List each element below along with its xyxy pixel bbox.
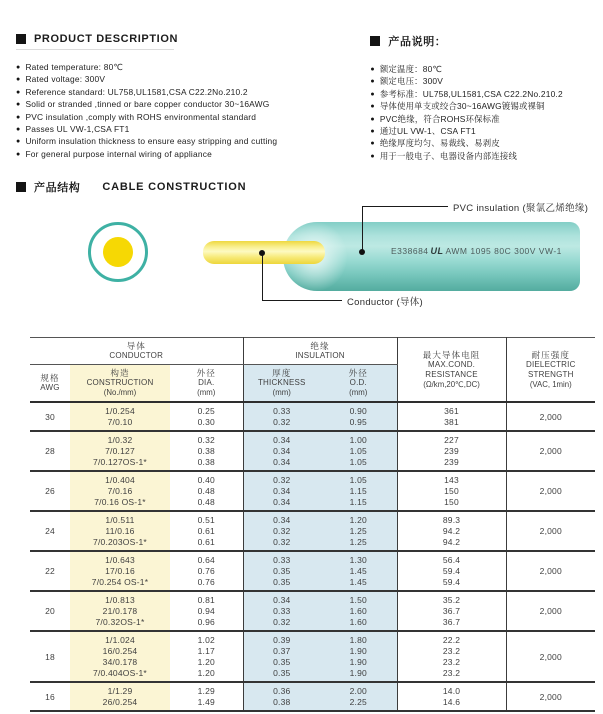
spec-cell: 0.34 0.32 0.32: [243, 511, 320, 551]
resistance-header-en2: RESISTANCE: [425, 369, 478, 379]
spec-cell: 0.25 0.30: [170, 402, 243, 431]
awg-header: [30, 365, 70, 403]
spec-cell: 1/0.813 21/0.178 7/0.32OS-1*: [70, 591, 170, 631]
cable-marking-text: [391, 246, 562, 256]
spec-cell: 227 239 239: [397, 431, 506, 471]
spec-cell: 22: [45, 566, 55, 576]
spec-cell: 0.39 0.37 0.35 0.35: [243, 631, 320, 682]
dia-header: [170, 365, 243, 403]
spec-cell: 0.64 0.76 0.76: [170, 551, 243, 591]
resistance-header-en1: MAX.COND.: [427, 359, 476, 369]
bullet-text: 用于一般电子、电器设备内部连接线: [379, 150, 518, 161]
resistance-header: [397, 338, 506, 403]
dia-header-en: DIA.: [198, 378, 215, 387]
product-description-list: [16, 62, 364, 161]
spec-cell: 28: [45, 446, 55, 456]
spec-cell: 35.2 36.7 36.7: [397, 591, 506, 631]
product-description-heading: [16, 33, 364, 45]
construction-header-cn: 构造: [110, 368, 130, 378]
bullet-icon: ●: [370, 66, 375, 73]
bullet-icon: ●: [370, 152, 375, 160]
spec-cell: 0.33 0.35 0.35: [243, 551, 320, 591]
conductor-label: Conductor (导体): [347, 297, 423, 308]
spec-cell: 18: [45, 651, 55, 662]
bullet-text: Solid or stranded ,tinned or bare copper conductor 30~16AWG: [25, 99, 270, 110]
bullet-icon: ●: [370, 128, 375, 136]
bullet-text: Rated temperature: 80℃: [25, 62, 124, 72]
construction-header-unit: (No./mm): [103, 388, 137, 397]
spec-cell: 361 381: [397, 402, 506, 431]
marking-rating: AWM 1095 80C 300V VW-1: [445, 246, 562, 256]
spec-row-awg-26: [30, 471, 595, 511]
construction-title-en: CABLE CONSTRUCTION: [102, 181, 247, 193]
marking-e-number: E338684: [391, 246, 429, 256]
thickness-header: [243, 365, 320, 403]
bullet-text: 额定电压：300V: [379, 76, 444, 87]
spec-table: [30, 337, 595, 712]
bullet-icon: ●: [16, 64, 21, 71]
product-description-cn-title: 产品说明：: [388, 36, 447, 48]
spec-row-awg-22: [30, 551, 595, 591]
bullet-icon: ●: [16, 88, 21, 96]
conductor-leader-dot: [259, 250, 265, 256]
spec-cell: 26: [45, 486, 55, 496]
construction-header-en: CONSTRUCTION: [86, 378, 154, 387]
description-section: [0, 33, 603, 163]
spec-cell: 1/0.254 7/0.10: [70, 402, 170, 431]
spec-cell: 2,000: [539, 606, 562, 616]
spec-cell: 2.00 2.25: [320, 682, 397, 711]
bullet-item: [370, 101, 603, 113]
dielectric-header: [506, 338, 595, 403]
pvc-leader-dot: [359, 249, 365, 255]
spec-cell: 14.0 14.6: [397, 682, 506, 711]
bullet-item: [16, 112, 364, 124]
bullet-icon: ●: [16, 113, 21, 121]
spec-cell: 24: [45, 526, 55, 536]
dielectric-header-unit: (VAC, 1min): [529, 379, 572, 389]
spec-cell: 1.00 1.05 1.05: [320, 431, 397, 471]
product-description-cn-list: [370, 64, 603, 163]
od-header-en: O.D.: [349, 378, 367, 387]
ul-logo-icon: UL: [430, 246, 444, 256]
spec-cell: 0.33 0.32: [243, 402, 320, 431]
insulation-header-cn: 绝缘: [310, 341, 330, 351]
bullet-text: PVC insulation ,comply with ROHS environmental standard: [25, 111, 257, 122]
bullet-icon: ●: [16, 76, 21, 84]
dia-header-cn: 外径: [196, 368, 216, 378]
construction-title-cn: 产品结构: [34, 182, 81, 194]
bullet-icon: ●: [16, 150, 21, 158]
spec-row-awg-30: [30, 402, 595, 431]
bullet-item: [16, 149, 364, 161]
spec-cell: 30: [45, 411, 55, 422]
awg-header-en: AWG: [40, 383, 60, 392]
spec-cell: 1/0.404 7/0.16 7/0.16 OS-1*: [70, 471, 170, 511]
bullet-item: [370, 138, 603, 150]
conductor-group-header: [30, 338, 243, 365]
spec-cell: 0.34 0.34 0.34: [243, 431, 320, 471]
construction-header: [70, 365, 170, 403]
bullet-item: [370, 64, 603, 76]
spec-table-body: [30, 402, 595, 711]
resistance-header-cn: 最大导体电阻: [422, 349, 481, 360]
od-header-cn: 外径: [348, 368, 368, 378]
pvc-leader-line-horizontal: [362, 206, 448, 207]
bullet-icon: ●: [370, 90, 375, 98]
bullet-icon: ●: [370, 103, 375, 111]
product-description-en: [16, 33, 364, 163]
bullet-text: Rated voltage: 300V: [25, 74, 106, 85]
spec-row-awg-16: [30, 682, 595, 711]
spec-cell: 2,000: [539, 526, 562, 536]
black-square-icon: [370, 36, 380, 46]
spec-cell: 22.2 23.2 23.2 23.2: [397, 631, 506, 682]
spec-cell: 0.90 0.95: [320, 402, 397, 431]
pvc-leader-line-vertical: [362, 206, 363, 252]
spec-cell: 2,000: [539, 566, 562, 576]
insulation-header-en: INSULATION: [295, 351, 345, 360]
spec-cell: 0.32 0.34 0.34: [243, 471, 320, 511]
spec-cell: 1/0.643 17/0.16 7/0.254 OS-1*: [70, 551, 170, 591]
spec-row-awg-18: [30, 631, 595, 682]
thickness-header-unit: (mm): [272, 388, 291, 397]
product-description-title: PRODUCT DESCRIPTION: [34, 33, 179, 45]
bullet-icon: ●: [370, 78, 375, 86]
table-group-header-row: [30, 338, 595, 365]
bullet-item: [16, 124, 364, 136]
dia-header-unit: (mm): [197, 388, 216, 397]
bullet-item: [16, 87, 364, 99]
bullet-icon: ●: [16, 138, 21, 146]
spec-cell: 2,000: [539, 446, 562, 456]
bullet-item: [16, 136, 364, 148]
bullet-item: [370, 76, 603, 88]
dielectric-header-cn: 耐压强度: [531, 349, 570, 360]
spec-row-awg-24: [30, 511, 595, 551]
heading-underline: [16, 49, 174, 50]
spec-cell: 2,000: [539, 691, 562, 702]
thickness-header-cn: 厚度: [272, 368, 292, 378]
bullet-item: [16, 99, 364, 111]
conductor-header-cn: 导体: [126, 341, 146, 351]
bullet-item: [370, 151, 603, 163]
product-description-cn-heading: [370, 33, 603, 49]
conductor-header-en: CONDUCTOR: [109, 351, 164, 360]
spec-cell: 1.20 1.25 1.25: [320, 511, 397, 551]
conductor-leader-line-vertical: [262, 253, 263, 301]
spec-cell: 1/1.29 26/0.254: [70, 682, 170, 711]
bullet-icon: ●: [370, 115, 375, 123]
spec-cell: 16: [45, 691, 55, 702]
bullet-icon: ●: [16, 101, 21, 109]
spec-cell: 1.05 1.15 1.15: [320, 471, 397, 511]
spec-cell: 20: [45, 606, 55, 616]
spec-cell: 143 150 150: [397, 471, 506, 511]
bullet-text: 通过UL VW-1、CSA FT1: [379, 126, 476, 137]
spec-cell: 89.3 94.2 94.2: [397, 511, 506, 551]
bullet-item: [16, 62, 364, 74]
bullet-item: [370, 114, 603, 126]
insulation-group-header: [243, 338, 397, 365]
bullet-text: 参考标准：UL758,UL1581,CSA C22.2No.210.2: [379, 88, 563, 99]
spec-cell: 0.32 0.38 0.38: [170, 431, 243, 471]
spec-row-awg-28: [30, 431, 595, 471]
spec-cell: 0.36 0.38: [243, 682, 320, 711]
bullet-icon: ●: [16, 126, 21, 134]
conductor-leader-line-horizontal: [262, 300, 342, 301]
bullet-text: 绝缘厚度均匀、易裁线、易剥皮: [379, 138, 500, 149]
pvc-insulation-label: PVC insulation (聚氯乙烯绝缘): [453, 203, 589, 214]
spec-cell: 1/0.32 7/0.127 7/0.127OS-1*: [70, 431, 170, 471]
bullet-text: PVC绝缘，符合ROHS环保标准: [379, 113, 500, 124]
bullet-item: [370, 89, 603, 101]
black-square-icon: [16, 34, 26, 44]
black-square-icon: [16, 182, 26, 192]
dielectric-header-en2: STRENGTH: [527, 369, 574, 379]
spec-cell: 1.02 1.17 1.20 1.20: [170, 631, 243, 682]
awg-header-cn: 规格: [40, 373, 60, 383]
spec-cell: 2,000: [539, 486, 562, 496]
bullet-text: Reference standard: UL758,UL1581,CSA C22.2No.210.2: [25, 86, 248, 97]
bullet-text: Passes UL VW-1,CSA FT1: [25, 124, 130, 135]
bullet-text: 导体使用单支或绞合30~16AWG镀锡或裸铜: [379, 101, 545, 112]
bullet-text: Uniform insulation thickness to ensure easy stripping and cutting: [25, 136, 278, 147]
spec-cell: 1/1.024 16/0.254 34/0.178 7/0.404OS-1*: [70, 631, 170, 682]
bullet-text: 额定温度：80℃: [379, 64, 443, 74]
cable-construction-heading: [16, 179, 246, 195]
bullet-text: For general purpose internal wiring of appliance: [25, 148, 212, 159]
bullet-icon: ●: [370, 140, 375, 148]
spec-cell: 0.51 0.61 0.61: [170, 511, 243, 551]
product-description-cn: [370, 33, 603, 163]
spec-row-awg-20: [30, 591, 595, 631]
cross-section-conductor: [103, 237, 133, 267]
spec-cell: 1.30 1.45 1.45: [320, 551, 397, 591]
dielectric-header-en1: DIELECTRIC: [526, 359, 576, 369]
spec-cell: 2,000: [539, 651, 562, 662]
spec-cell: 56.4 59.4 59.4: [397, 551, 506, 591]
od-header-unit: (mm): [349, 388, 368, 397]
bullet-item: [16, 74, 364, 86]
od-header: [320, 365, 397, 403]
resistance-header-unit: (Ω/km,20℃,DC): [423, 379, 480, 389]
spec-cell: 1/0.511 11/0.16 7/0.203OS-1*: [70, 511, 170, 551]
spec-cell: 0.81 0.94 0.96: [170, 591, 243, 631]
spec-cell: 1.29 1.49: [170, 682, 243, 711]
thickness-header-en: THICKNESS: [257, 378, 306, 387]
bullet-item: [370, 126, 603, 138]
spec-cell: 1.80 1.90 1.90 1.90: [320, 631, 397, 682]
spec-cell: 0.40 0.48 0.48: [170, 471, 243, 511]
spec-cell: 2,000: [539, 411, 562, 422]
spec-cell: 0.34 0.33 0.32: [243, 591, 320, 631]
spec-cell: 1.50 1.60 1.60: [320, 591, 397, 631]
